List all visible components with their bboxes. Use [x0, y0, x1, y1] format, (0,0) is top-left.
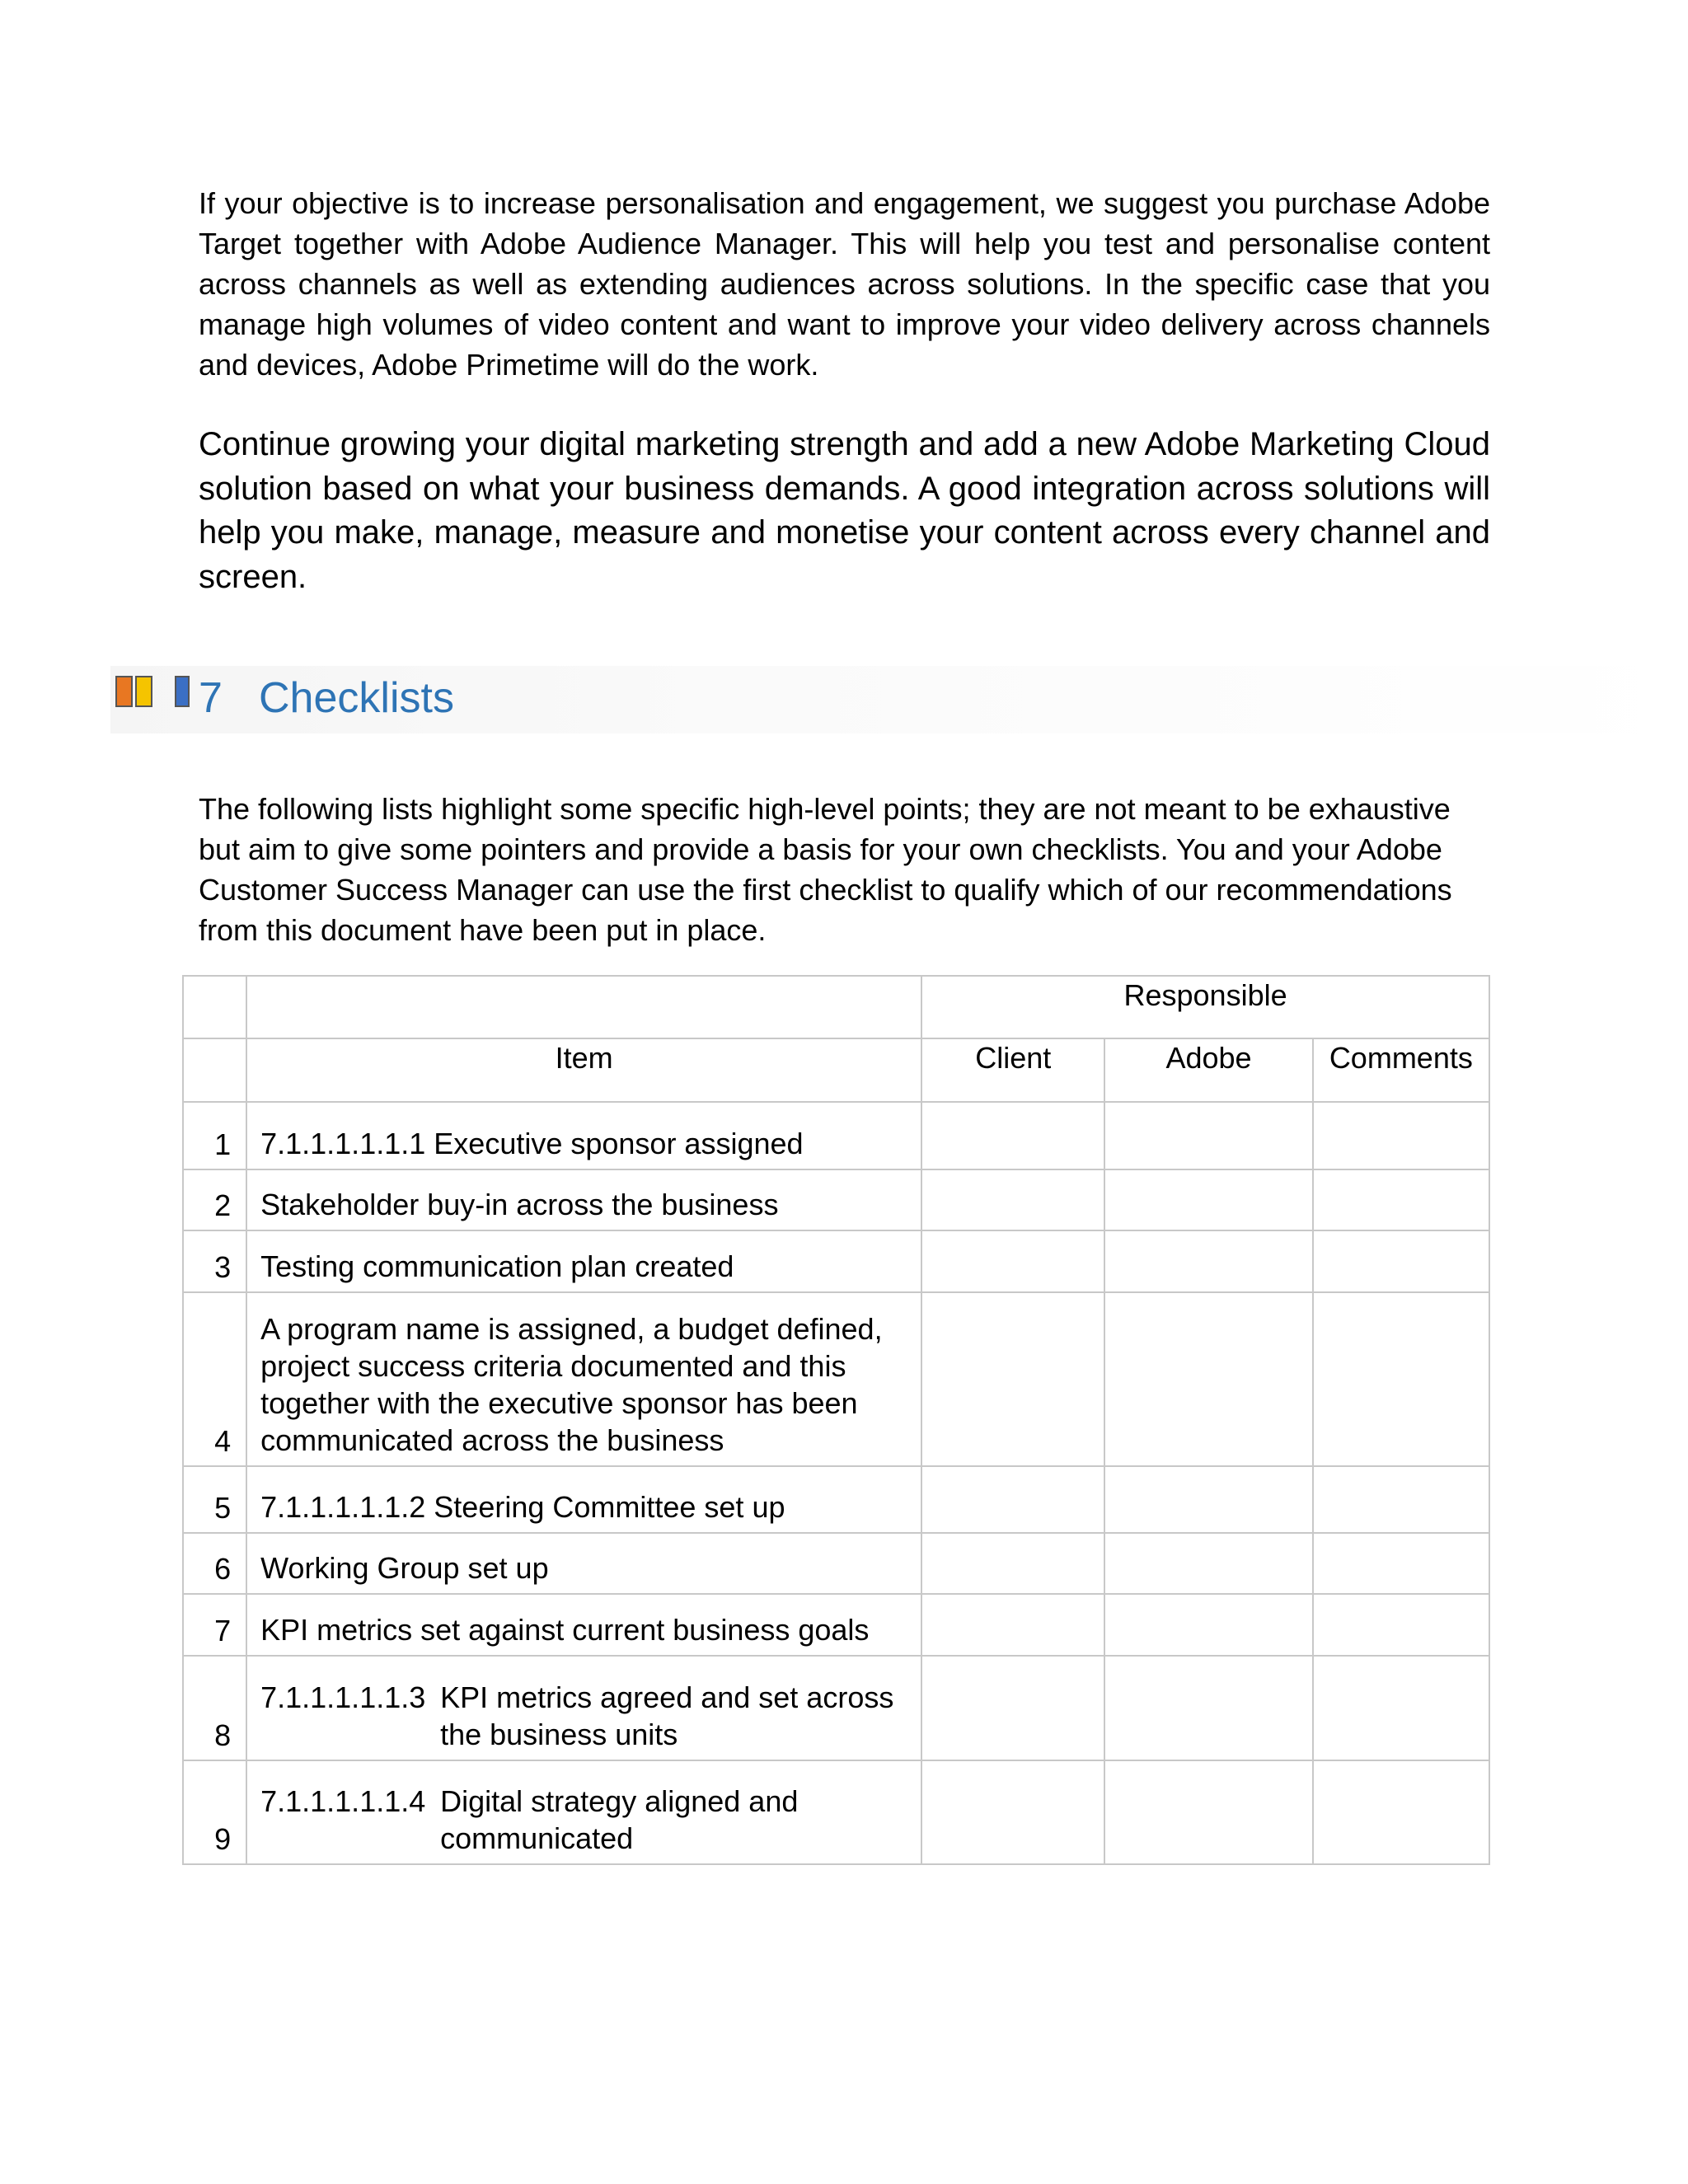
yellow-block-icon — [135, 676, 152, 707]
table-row — [183, 1760, 1489, 1864]
client-cell[interactable] — [921, 1292, 1104, 1466]
adobe-cell[interactable] — [1104, 1102, 1312, 1169]
comments-cell[interactable] — [1313, 1533, 1489, 1594]
table-item-spacer-cell — [246, 976, 921, 1038]
section-number: 7 — [199, 674, 223, 722]
table-row — [183, 1594, 1489, 1656]
orange-block-icon — [115, 676, 133, 707]
responsible-header: Responsible — [921, 976, 1489, 1038]
outline-number: 7.1.1.1.1.1.3 — [260, 1680, 426, 1714]
row-number: 7 — [183, 1594, 246, 1656]
row-number: 4 — [183, 1292, 246, 1466]
table-row — [183, 1466, 1489, 1533]
table-row — [183, 1102, 1489, 1169]
adobe-cell[interactable] — [1104, 1656, 1312, 1760]
table-num-header — [183, 1038, 246, 1102]
item-text: Digital strategy aligned and communicated — [440, 1784, 799, 1855]
table-row — [183, 1169, 1489, 1230]
table-row — [183, 1656, 1489, 1760]
comments-cell[interactable] — [1313, 1169, 1489, 1230]
row-item: Working Group set up — [246, 1533, 921, 1594]
item-column-header: Item — [246, 1038, 921, 1102]
comments-cell[interactable] — [1313, 1292, 1489, 1466]
row-item — [246, 1466, 921, 1533]
intro-paragraph-personalisation: If your objective is to increase personalisation and engagement, we suggest you purchase Adobe Target together with Adobe Audience Manager. This will help you test and personalise content across channels as well as extending audiences across solutions. In the specific case that you manage high volumes of video content and want to improve your video delivery across channels and devices, Adobe Primetime will do the work. — [199, 186, 1490, 382]
row-number: 9 — [183, 1760, 246, 1864]
heading-blocks-icon — [115, 676, 195, 710]
section-heading — [0, 663, 1688, 738]
checklist-table — [182, 975, 1490, 1865]
row-number: 1 — [183, 1102, 246, 1169]
blue-block-icon — [175, 676, 190, 707]
table-row — [183, 1533, 1489, 1594]
adobe-cell[interactable] — [1104, 1169, 1312, 1230]
outline-number: 7.1.1.1.1.1.4 — [260, 1784, 426, 1818]
row-item — [246, 1102, 921, 1169]
row-item: A program name is assigned, a budget defined, project success criteria documented and this together with the executive sponsor has been communicated across the business — [246, 1292, 921, 1466]
table-corner-cell — [183, 976, 246, 1038]
adobe-cell[interactable] — [1104, 1594, 1312, 1656]
table-row — [183, 1230, 1489, 1292]
comments-cell[interactable] — [1313, 1594, 1489, 1656]
comments-cell[interactable] — [1313, 1760, 1489, 1864]
adobe-cell[interactable] — [1104, 1760, 1312, 1864]
adobe-cell[interactable] — [1104, 1533, 1312, 1594]
client-cell[interactable] — [921, 1656, 1104, 1760]
table-column-header-row — [183, 1038, 1489, 1102]
adobe-cell[interactable] — [1104, 1466, 1312, 1533]
item-text: KPI metrics agreed and set across the business units — [440, 1680, 894, 1751]
comments-cell[interactable] — [1313, 1102, 1489, 1169]
comments-column-header: Comments — [1313, 1038, 1489, 1102]
table-group-header-row — [183, 976, 1489, 1038]
client-cell[interactable] — [921, 1533, 1104, 1594]
row-number: 5 — [183, 1466, 246, 1533]
adobe-cell[interactable] — [1104, 1292, 1312, 1466]
row-number: 2 — [183, 1169, 246, 1230]
item-text: Executive sponsor assigned — [434, 1127, 804, 1160]
comments-cell[interactable] — [1313, 1466, 1489, 1533]
client-cell[interactable] — [921, 1594, 1104, 1656]
row-item — [246, 1760, 921, 1864]
row-number: 3 — [183, 1230, 246, 1292]
row-item: Testing communication plan created — [246, 1230, 921, 1292]
intro-paragraph-growth: Continue growing your digital marketing strength and add a new Adobe Marketing Cloud solution based on what your business demands. A good integration across solutions will help you make, manage, measure and monetise your content across every channel and screen. — [199, 426, 1490, 595]
adobe-cell[interactable] — [1104, 1230, 1312, 1292]
client-cell[interactable] — [921, 1760, 1104, 1864]
row-item — [246, 1656, 921, 1760]
row-number: 6 — [183, 1533, 246, 1594]
client-cell[interactable] — [921, 1230, 1104, 1292]
adobe-column-header: Adobe — [1104, 1038, 1312, 1102]
comments-cell[interactable] — [1313, 1656, 1489, 1760]
client-column-header: Client — [921, 1038, 1104, 1102]
item-text: Steering Committee set up — [434, 1490, 785, 1524]
outline-number: 7.1.1.1.1.1.2 — [260, 1490, 426, 1524]
client-cell[interactable] — [921, 1102, 1104, 1169]
section-title: Checklists — [259, 674, 454, 722]
client-cell[interactable] — [921, 1169, 1104, 1230]
outline-number: 7.1.1.1.1.1.1 — [260, 1127, 426, 1160]
comments-cell[interactable] — [1313, 1230, 1489, 1292]
row-number: 8 — [183, 1656, 246, 1760]
client-cell[interactable] — [921, 1466, 1104, 1533]
row-item: Stakeholder buy-in across the business — [246, 1169, 921, 1230]
checklist-intro-paragraph: The following lists highlight some specific high-level points; they are not meant to be exhaustive but aim to give some pointers and provide a basis for your own checklists. You and your Adobe Customer Success Manager can use the first checklist to qualify which of our recommendations from this document have been put in place. — [199, 792, 1452, 947]
table-row — [183, 1292, 1489, 1466]
row-item: KPI metrics set against current business goals — [246, 1594, 921, 1656]
